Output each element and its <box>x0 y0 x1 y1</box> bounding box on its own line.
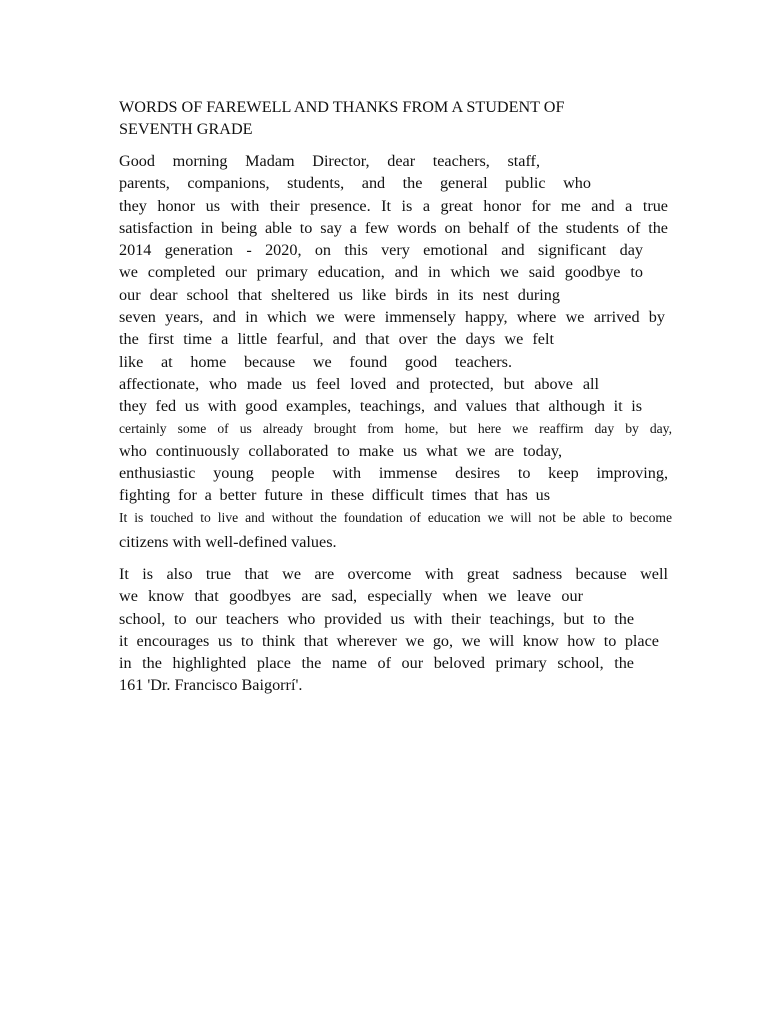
paragraph-line: enthusiastic young people with immense desires to keep improving, <box>119 464 668 483</box>
paragraph-line: they honor us with their presence. It is a great honor for me and a true <box>119 196 668 215</box>
paragraph-line: fighting for a better future in these difficult times that has us <box>119 486 550 505</box>
paragraph-line: 2014 generation - 2020, on this very emotional and significant day <box>119 241 643 260</box>
paragraph-line: It is also true that we are overcome with great sadness because well <box>119 565 668 583</box>
title-line: SEVENTH GRADE <box>119 120 253 139</box>
paragraph-line: in the highlighted place the name of our beloved primary school, the <box>119 654 634 673</box>
paragraph-line: Good morning Madam Director, dear teachers, staff, <box>119 152 540 170</box>
paragraph-line: satisfaction in being able to say a few words on behalf of the students of the <box>119 218 668 237</box>
paragraph-line: it encourages us to think that wherever we go, we will know how to place <box>119 631 659 650</box>
paragraph-line: our dear school that sheltered us like birds in its nest during <box>119 285 560 304</box>
paragraph-line: It is touched to live and without the foundation of education we will not be able to become <box>119 509 672 525</box>
paragraph-line: certainly some of us already brought from home, but here we reaffirm day by day, <box>119 420 672 436</box>
paragraph-line: parents, companions, students, and the general public who <box>119 174 591 193</box>
paragraph-line: they fed us with good examples, teachings, and values that although it is <box>119 397 642 416</box>
paragraph-line: we know that goodbyes are sad, especially when we leave our <box>119 587 583 606</box>
paragraph-line: affectionate, who made us feel loved and protected, but above all <box>119 374 599 393</box>
paragraph-line: school, to our teachers who provided us with their teachings, but to the <box>119 609 634 628</box>
paragraph-line: like at home because we found good teachers. <box>119 352 512 371</box>
paragraph-line: seven years, and in which we were immensely happy, where we arrived by <box>119 308 665 327</box>
document-title <box>119 96 679 141</box>
paragraph-farewell <box>119 150 672 555</box>
paragraph-sadness <box>119 563 668 697</box>
paragraph-line: the first time a little fearful, and that over the days we felt <box>119 330 554 349</box>
title-line: WORDS OF FAREWELL AND THANKS FROM A STUDENT OF <box>119 98 565 116</box>
paragraph-line: 161 'Dr. Francisco Baigorrí'. <box>119 676 303 695</box>
paragraph-line: we completed our primary education, and in which we said goodbye to <box>119 263 643 282</box>
paragraph-line: who continuously collaborated to make us what we are today, <box>119 441 562 460</box>
paragraph-line: citizens with well-defined values. <box>119 533 337 552</box>
